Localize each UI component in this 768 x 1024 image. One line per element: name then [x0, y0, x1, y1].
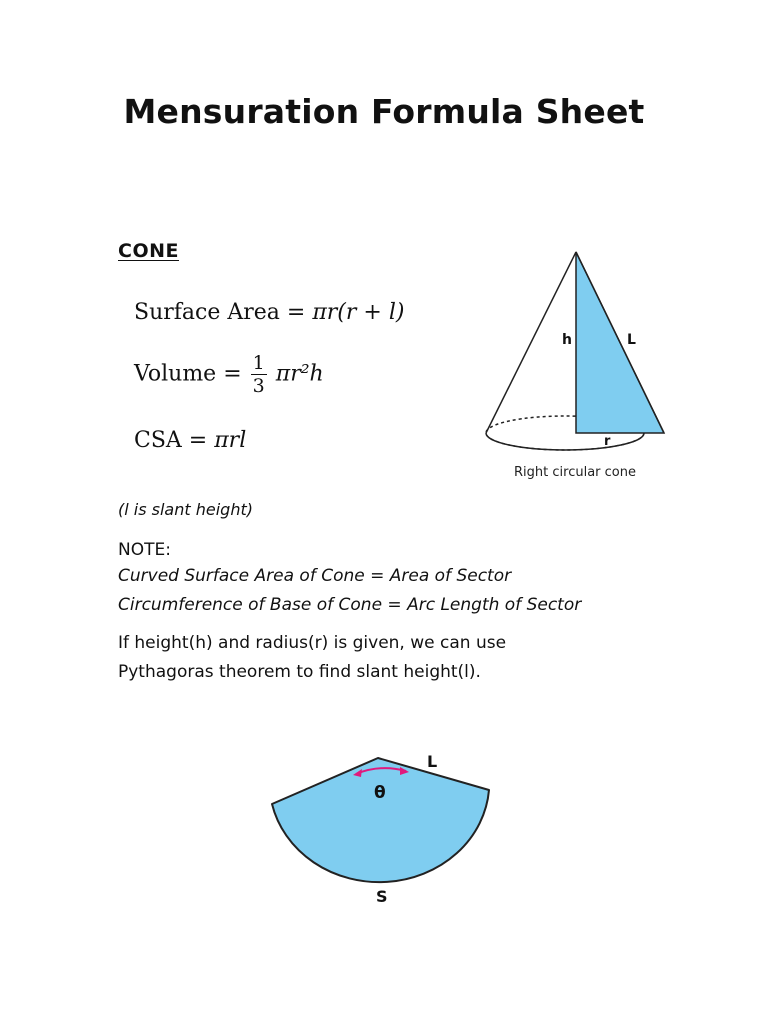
slant-height-note: (l is slant height): [118, 500, 253, 519]
formula-csa-lhs: CSA: [134, 428, 182, 453]
formula-volume-lhs: Volume =: [134, 361, 242, 387]
formula-volume-fraction: [251, 352, 267, 397]
cone-base-front: [486, 433, 644, 450]
formula-volume-rhs: πr²h: [275, 361, 324, 387]
sector-label-s: S: [376, 887, 388, 906]
formula-volume: [134, 352, 324, 397]
cone-label-h: h: [562, 332, 572, 348]
formula-csa-rhs: = πrl: [188, 428, 247, 453]
sector-shape: [272, 758, 489, 882]
cone-diagram: [466, 240, 684, 465]
fraction-numerator: 1: [252, 352, 265, 374]
section-heading-cone: CONE: [118, 240, 179, 262]
formula-surface-area: [134, 300, 404, 325]
note-line-circumference: Circumference of Base of Cone = Arc Length of Sector: [118, 595, 582, 615]
cone-caption: Right circular cone: [514, 465, 636, 480]
sector-diagram: [256, 740, 516, 910]
paragraph-line-1: If height(h) and radius(r) is given, we can use: [118, 633, 507, 653]
formula-csa: [134, 428, 246, 453]
formula-surface-area-rhs: = πr(r + l): [286, 300, 405, 325]
cone-label-l: L: [627, 332, 636, 348]
sector-label-l: L: [427, 752, 438, 771]
paragraph-line-2: Pythagoras theorem to find slant height(l).: [118, 662, 481, 682]
formula-surface-area-lhs: Surface Area: [134, 300, 280, 325]
fraction-denominator: 3: [252, 375, 265, 397]
page-title: Mensuration Formula Sheet: [123, 92, 645, 131]
note-label: NOTE:: [118, 540, 171, 560]
cone-label-r: r: [604, 434, 611, 449]
sector-label-theta: θ: [374, 783, 386, 803]
note-line-csa: Curved Surface Area of Cone = Area of Sector: [118, 566, 512, 586]
